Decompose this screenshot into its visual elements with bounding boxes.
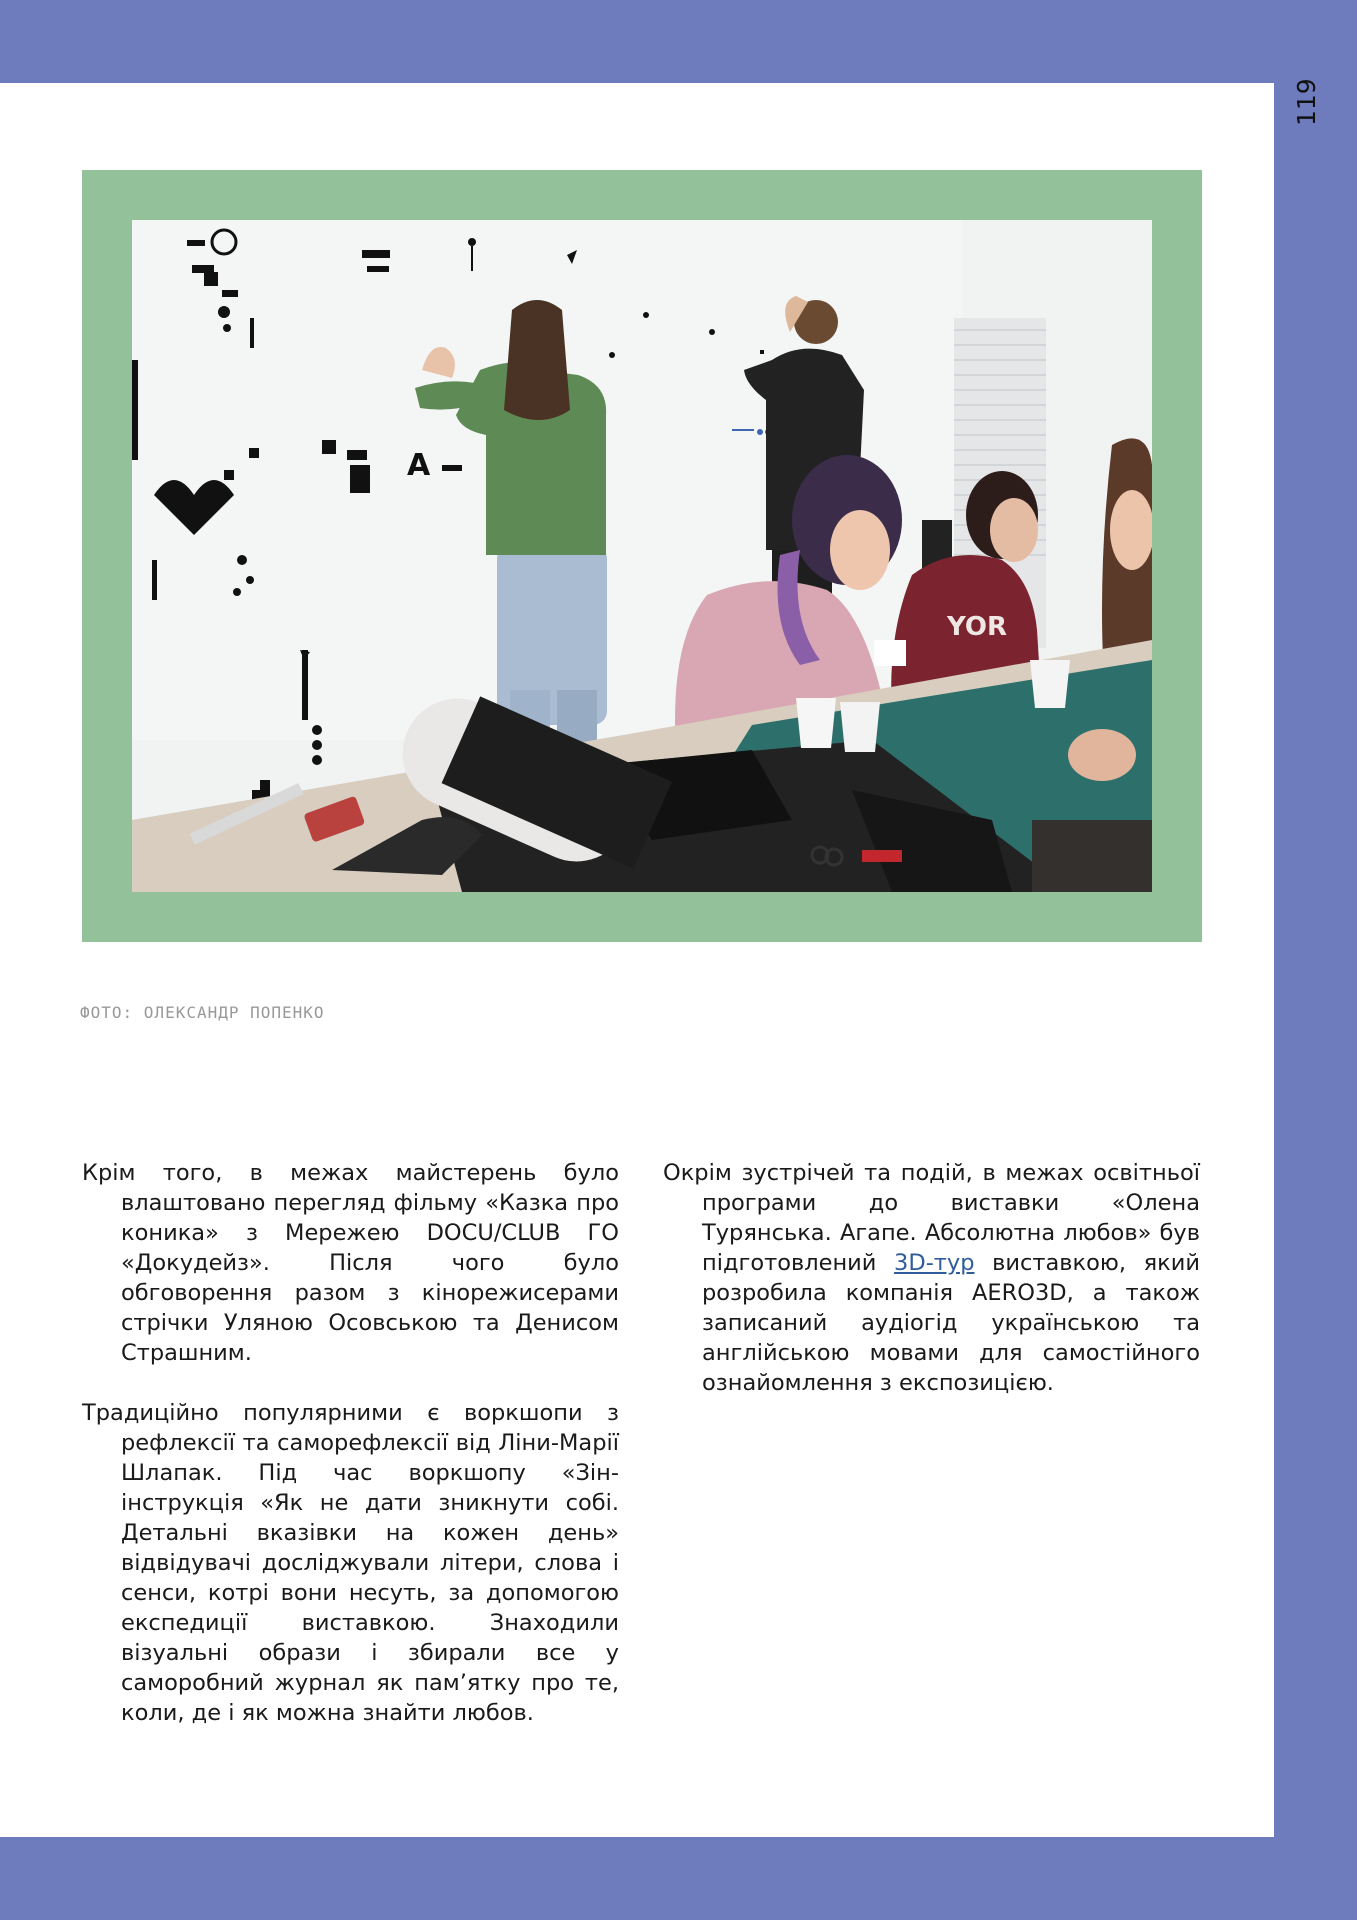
svg-text:A: A bbox=[407, 448, 431, 483]
right-text-after-link: виставкою, який розробила компанія AERO3D, а також записаний аудіогід українською та англійською мовами для самостійного ознайомлення з експозицією. bbox=[702, 1250, 1200, 1396]
workshop-photo-illustration bbox=[132, 220, 1152, 892]
workshop-photo bbox=[132, 220, 1152, 892]
left-column bbox=[82, 1158, 619, 1758]
photo-credit: ФОТО: ОЛЕКСАНДР ПОПЕНКО bbox=[80, 1003, 325, 1022]
page-number: 119 bbox=[1292, 78, 1321, 126]
3d-tour-link[interactable]: 3D-тур bbox=[894, 1250, 975, 1276]
right-paragraph bbox=[663, 1158, 1200, 1398]
left-paragraph-1: Крім того, в межах майстерень було влаштовано перегляд фільму «Казка про коника» з Мережею DOCU/CLUB ГО «Докудейз». Після чого було обговорення разом з кінорежисерами стрічки Уляною Осовською та Денисом Страшним. bbox=[82, 1160, 619, 1366]
photo-frame bbox=[82, 170, 1202, 942]
left-paragraph-2: Традиційно популярними є воркшопи з рефлексії та саморефлексії від Ліни-Марії Шлапак. Під час воркшопу «Зін-інструкція «Як не дати зникнути собі. Детальні вказівки на кожен день» відвідувачі досліджували літери, слова і сенси, котрі вони несуть, за допомогою експедиції виставкою. Знаходили візуальні образи і збирали все у саморобний журнал як пам’ятку про те, коли, де і як можна знайти любов. bbox=[82, 1400, 619, 1726]
right-column bbox=[663, 1158, 1200, 1428]
svg-text:YOR: YOR bbox=[947, 612, 1008, 642]
right-text-before-link: Окрім зустрічей та подій, в межах освітньої програми до виставки «Олена Турянська. Агапе. Абсолютна любов» був підготовлений bbox=[663, 1160, 1200, 1276]
